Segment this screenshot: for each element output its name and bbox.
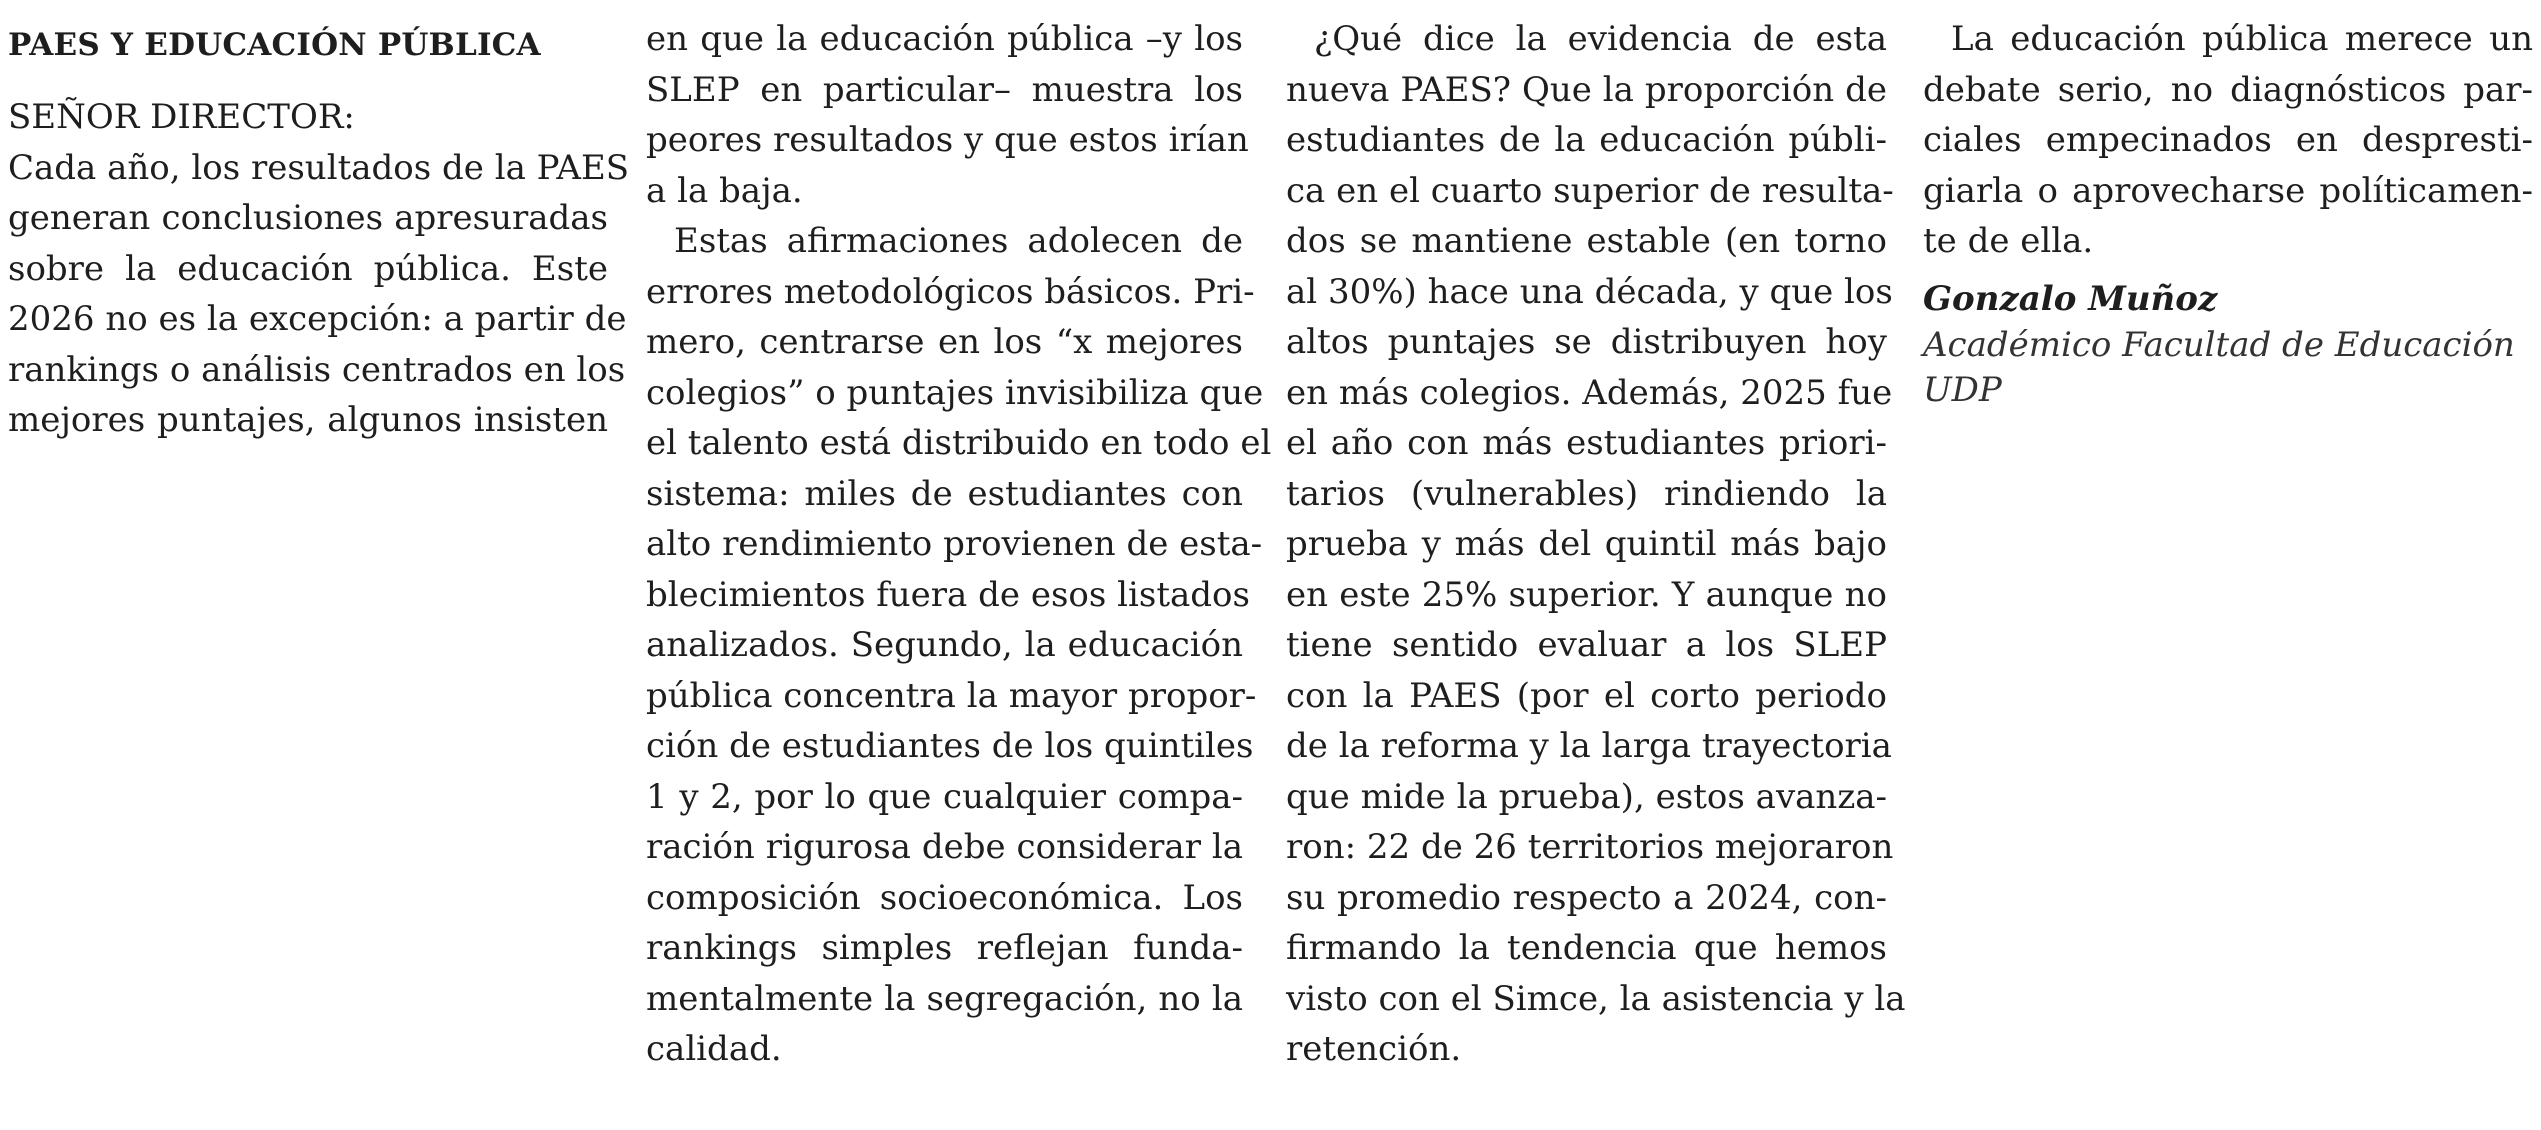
text-line: Estas afirmaciones adolecen de: [674, 221, 1243, 261]
text-line: en este 25% superior. Y aunque no: [1286, 574, 1887, 615]
signature-title: Académico Facultad de Educación: [1923, 324, 2515, 365]
text-line: Cada año, los resultados de la PAES: [8, 147, 630, 188]
text-line: dos se mantiene estable (en torno: [1286, 221, 1887, 261]
column-3: [1286, 14, 1906, 1075]
text-line: calidad.: [646, 1029, 782, 1069]
text-line: nueva PAES? Que la proporción de: [1286, 69, 1887, 110]
text-line: generan conclusiones apresuradas: [8, 198, 608, 238]
text-line: ca en el cuarto superior de resulta-: [1286, 170, 1894, 211]
text-line: en que la educación pública –y los: [646, 19, 1243, 59]
text-line: tiene sentido evaluar a los SLEP: [1286, 625, 1887, 665]
text-line: rankings simples reflejan funda-: [646, 928, 1243, 968]
text-line: mejores puntajes, algunos insisten: [8, 400, 608, 440]
text-line: mero, centrarse en los “x mejores: [646, 322, 1243, 362]
text-line: composición socioeconómica. Los: [646, 877, 1243, 918]
column-2: [646, 14, 1272, 1075]
text-line: que mide la prueba), estos avanza-: [1286, 776, 1887, 817]
text-line: sobre la educación pública. Este: [8, 248, 608, 289]
text-line: prueba y más del quintil más bajo: [1286, 524, 1887, 564]
text-line: pública concentra la mayor propor-: [646, 675, 1257, 716]
text-line: retención.: [1286, 1029, 1462, 1069]
text-line: mentalmente la segregación, no la: [646, 978, 1243, 1019]
text-line: La educación pública merece un: [1951, 19, 2533, 59]
text-line: blecimientos fuera de esos listados: [646, 574, 1250, 615]
text-line: peores resultados y que estos irían: [646, 120, 1249, 160]
text-line: al 30%) hace una década, y que los: [1286, 271, 1893, 312]
column-4: [1923, 14, 2533, 413]
signature-affiliation: UDP: [1923, 369, 2002, 410]
text-line: rankings o análisis centrados en los: [8, 349, 626, 390]
text-line: analizados. Segundo, la educación: [646, 625, 1243, 665]
text-line: te de ella.: [1923, 221, 2094, 261]
text-line: sistema: miles de estudiantes con: [646, 473, 1243, 514]
text-line: en más colegios. Además, 2025 fue: [1286, 372, 1893, 413]
text-line: errores metodológicos básicos. Pri-: [646, 271, 1255, 312]
text-line: altos puntajes se distribuyen hoy: [1286, 322, 1887, 362]
text-line: debate serio, no diagnósticos par-: [1923, 69, 2533, 110]
text-line: visto con el Simce, la asistencia y la: [1286, 978, 1906, 1019]
column-1: [8, 14, 630, 446]
salutation: SEÑOR DIRECTOR:: [8, 97, 355, 137]
text-line: firmando la tendencia que hemos: [1286, 928, 1887, 968]
text-line: de la reforma y la larga trayectoria: [1286, 726, 1892, 766]
text-line: giarla o aprovecharse políticamen-: [1923, 170, 2533, 211]
text-line: el año con más estudiantes priori-: [1286, 423, 1887, 463]
text-line: con la PAES (por el corto periodo: [1286, 675, 1887, 716]
text-line: ración rigurosa debe considerar la: [646, 827, 1243, 867]
signature-name: Gonzalo Muñoz: [1923, 278, 2218, 319]
text-line: a la baja.: [646, 170, 803, 211]
text-line: ciales empecinados en despresti-: [1923, 120, 2533, 160]
text-line: alto rendimiento provienen de esta-: [646, 524, 1263, 564]
text-line: 1 y 2, por lo que cualquier compa-: [646, 776, 1243, 817]
text-line: ron: 22 de 26 territorios mejoraron: [1286, 827, 1894, 867]
text-line: su promedio respecto a 2024, con-: [1286, 877, 1887, 918]
text-line: el talento está distribuido en todo el: [646, 423, 1272, 463]
text-line: ¿Qué dice la evidencia de esta: [1314, 19, 1887, 59]
text-line: ción de estudiantes de los quintiles: [646, 726, 1254, 766]
text-line: colegios” o puntajes invisibiliza que: [646, 372, 1264, 413]
text-line: tarios (vulnerables) rindiendo la: [1286, 473, 1887, 514]
text-line: 2026 no es la excepción: a partir de: [8, 299, 627, 339]
text-line: SLEP en particular– muestra los: [646, 69, 1243, 110]
letter-headline: PAES Y EDUCACIÓN PÚBLICA: [8, 27, 541, 63]
text-line: estudiantes de la educación públi-: [1286, 120, 1887, 160]
